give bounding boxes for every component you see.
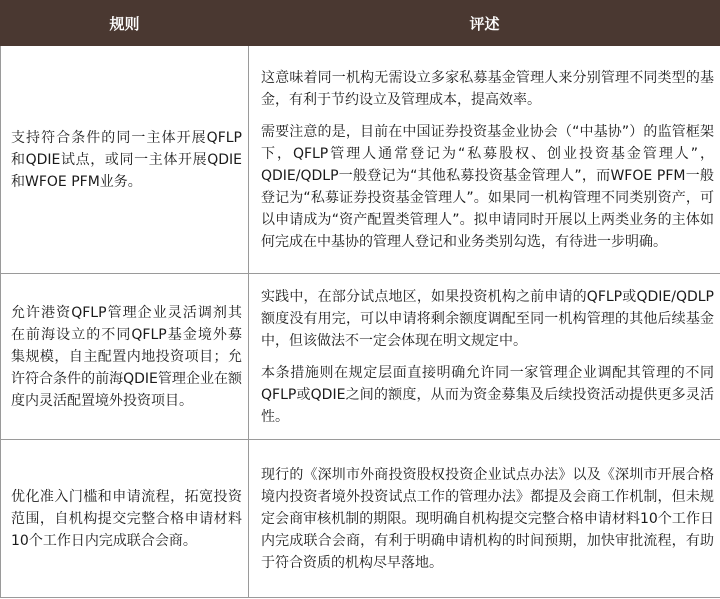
- rule-text: 支持符合条件的同一主体开展QFLP和QDIE试点，或同一主体开展QDIE和WFOE PFM业务。: [11, 129, 242, 190]
- comment-paragraph: 需要注意的是，目前在中国证券投资基金业协会（“中基协”）的监管框架下，QFLP管理人通常登记为“私募股权、创业投资基金管理人”，QDIE/QDLP一般登记为“其他私募投资基金管理人”，而WFOE PFM一般登记为“私募证券投资基金管理人”。如果同一机构管理不同类别资产，可以申请成为“资产配置类管理人”。拟申请同时开展以上两类业务的主体如何完成在中基协的管理人登记和业务类别勾选，有待进一步明确。: [261, 123, 714, 250]
- table-row: [1, 440, 720, 598]
- rule-text: 优化准入门槛和申请流程，拓宽投资范围，自机构提交完整合格申请材料10个工作日内完成联合会商。: [11, 488, 242, 549]
- comment-paragraph: 现行的《深圳市外商投资股权投资企业试点办法》以及《深圳市开展合格境内投资者境外投资试点工作的管理办法》都提及会商工作机制，但未规定会商审核机制的期限。现明确自机构提交完整合格申请材料10个工作日内完成联合会商，有利于明确申请机构的时间预期，加快审批流程，有助于符合资质的机构尽早落地。: [261, 466, 714, 571]
- comment-cell: [249, 46, 720, 274]
- comment-paragraph: 这意味着同一机构无需设立多家私募基金管理人来分别管理不同类型的基金，有利于节约设立及管理成本，提高效率。: [261, 69, 714, 108]
- table-header-row: [1, 1, 720, 46]
- comment-cell: [249, 440, 720, 598]
- comment-paragraph: 实践中，在部分试点地区，如果投资机构之前申请的QFLP或QDIE/QDLP额度没有用完，可以申请将剩余额度调配至同一机构管理的其他后续基金中，但该做法不一定会体现在明文规定中。: [261, 288, 714, 349]
- comment-paragraph: 本条措施则在规定层面直接明确允许同一家管理企业调配其管理的不同QFLP或QDIE之间的额度，从而为资金募集及后续投资活动提供更多灵活性。: [261, 364, 714, 425]
- comment-cell: [249, 274, 720, 440]
- rule-text: 允许港资QFLP管理企业灵活调剂其在前海设立的不同QFLP基金境外募集规模，自主配置内地投资项目；允许符合条件的前海QDIE管理企业在额度内灵活配置境外投资项目。: [11, 304, 242, 409]
- column-header-comment: 评述: [249, 1, 720, 46]
- table-row: [1, 46, 720, 274]
- rule-cell: [1, 440, 249, 598]
- column-header-rule: 规则: [1, 1, 249, 46]
- table-row: [1, 274, 720, 440]
- rule-cell: [1, 46, 249, 274]
- rule-cell: [1, 274, 249, 440]
